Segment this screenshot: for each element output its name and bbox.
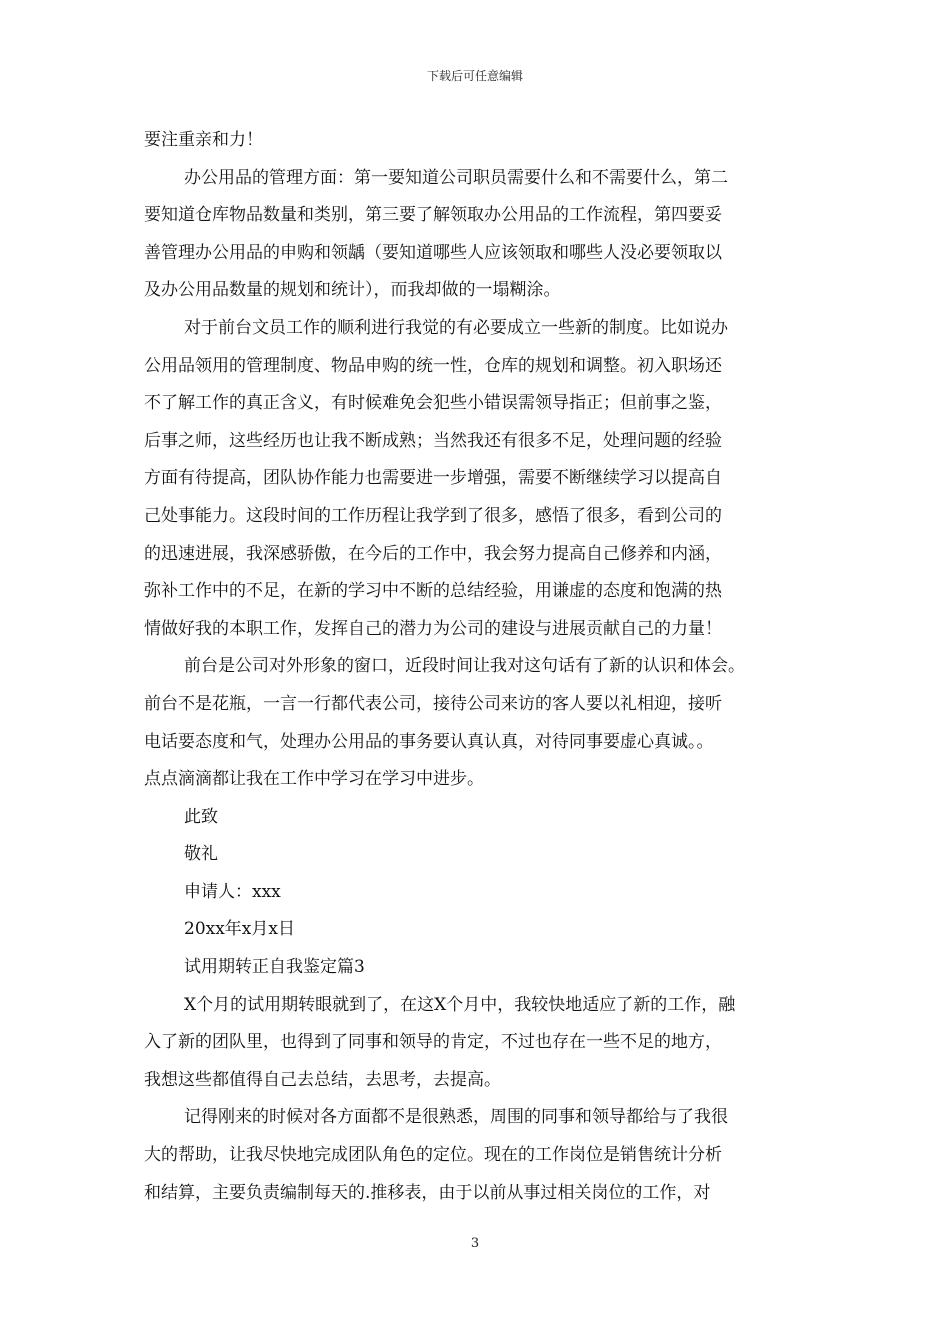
text-line: X个月的试用期转眼就到了，在这X个月中，我较快地适应了新的工作，融	[184, 994, 736, 1015]
text-line: 己处事能力。这段时间的工作历程让我学到了很多，感悟了很多，看到公司的	[144, 505, 722, 526]
text-line: 的迅速进展，我深感骄傲，在今后的工作中，我会努力提高自己修养和内涵，	[144, 543, 722, 564]
text-line: 入了新的团队里，也得到了同事和领导的肯定，不过也存在一些不足的地方，	[144, 1032, 722, 1053]
text-line: 前台是公司对外形象的窗口，近段时间让我对这句话有了新的认识和体会。	[184, 656, 745, 677]
text-line: 试用期转正自我鉴定篇3	[184, 957, 365, 978]
page-number: 3	[470, 1236, 480, 1251]
text-line: 前台不是花瓶，一言一行都代表公司，接待公司来访的客人要以礼相迎，接听	[144, 693, 722, 714]
text-line: 弥补工作中的不足，在新的学习中不断的总结经验，用谦虚的态度和饱满的热	[144, 581, 722, 602]
text-line: 及办公用品数量的规划和统计），而我却做的一塌糊涂。	[144, 280, 561, 301]
text-line: 电话要态度和气，处理办公用品的事务要认真认真，对待同事要虚心真诚。。	[144, 731, 714, 752]
document-body	[144, 122, 810, 1212]
text-line: 我想这些都值得自己去总结，去思考，去提高。	[144, 1069, 501, 1090]
text-line: 记得刚来的时候对各方面都不是很熟悉，周围的同事和领导都给与了我很	[184, 1107, 728, 1128]
text-line: 办公用品的管理方面：第一要知道公司职员需要什么和不需要什么，第二	[184, 167, 728, 188]
text-line: 对于前台文员工作的顺利进行我觉的有必要成立一些新的制度。比如说办	[184, 317, 728, 338]
text-line: 情做好我的本职工作，发挥自己的潜力为公司的建设与进展贡献自己的力量！	[144, 618, 722, 639]
text-line: 敬礼	[184, 844, 218, 865]
text-line: 方面有待提高，团队协作能力也需要进一步增强，需要不断继续学习以提高自	[144, 468, 722, 489]
text-line: 和结算，主要负责编制每天的.推移表，由于以前从事过相关岗位的工作，对	[144, 1182, 711, 1203]
text-line: 公用品领用的管理制度、物品申购的统一性，仓库的规划和调整。初入职场还	[144, 355, 722, 376]
text-line: 申请人：xxx	[184, 881, 281, 902]
page-header: 下载后可任意编辑	[426, 69, 523, 83]
text-line: 此致	[184, 806, 218, 827]
text-line: 后事之师，这些经历也让我不断成熟；当然我还有很多不足，处理问题的经验	[144, 430, 722, 451]
text-line: 要知道仓库物品数量和类别，第三要了解领取办公用品的工作流程，第四要妥	[144, 205, 722, 226]
text-line: 点点滴滴都让我在工作中学习在学习中进步。	[144, 769, 484, 790]
text-line: 不了解工作的真正含义，有时候难免会犯些小错误需领导指正；但前事之鉴，	[144, 393, 722, 414]
text-line: 善管理办公用品的申购和领龋（要知道哪些人应该领取和哪些人没必要领取以	[144, 242, 722, 263]
text-line: 20xx年x月x日	[184, 919, 295, 940]
text-line: 大的帮助，让我尽快地完成团队角色的定位。现在的工作岗位是销售统计分析	[144, 1145, 722, 1166]
text-line: 要注重亲和力！	[144, 130, 263, 150]
